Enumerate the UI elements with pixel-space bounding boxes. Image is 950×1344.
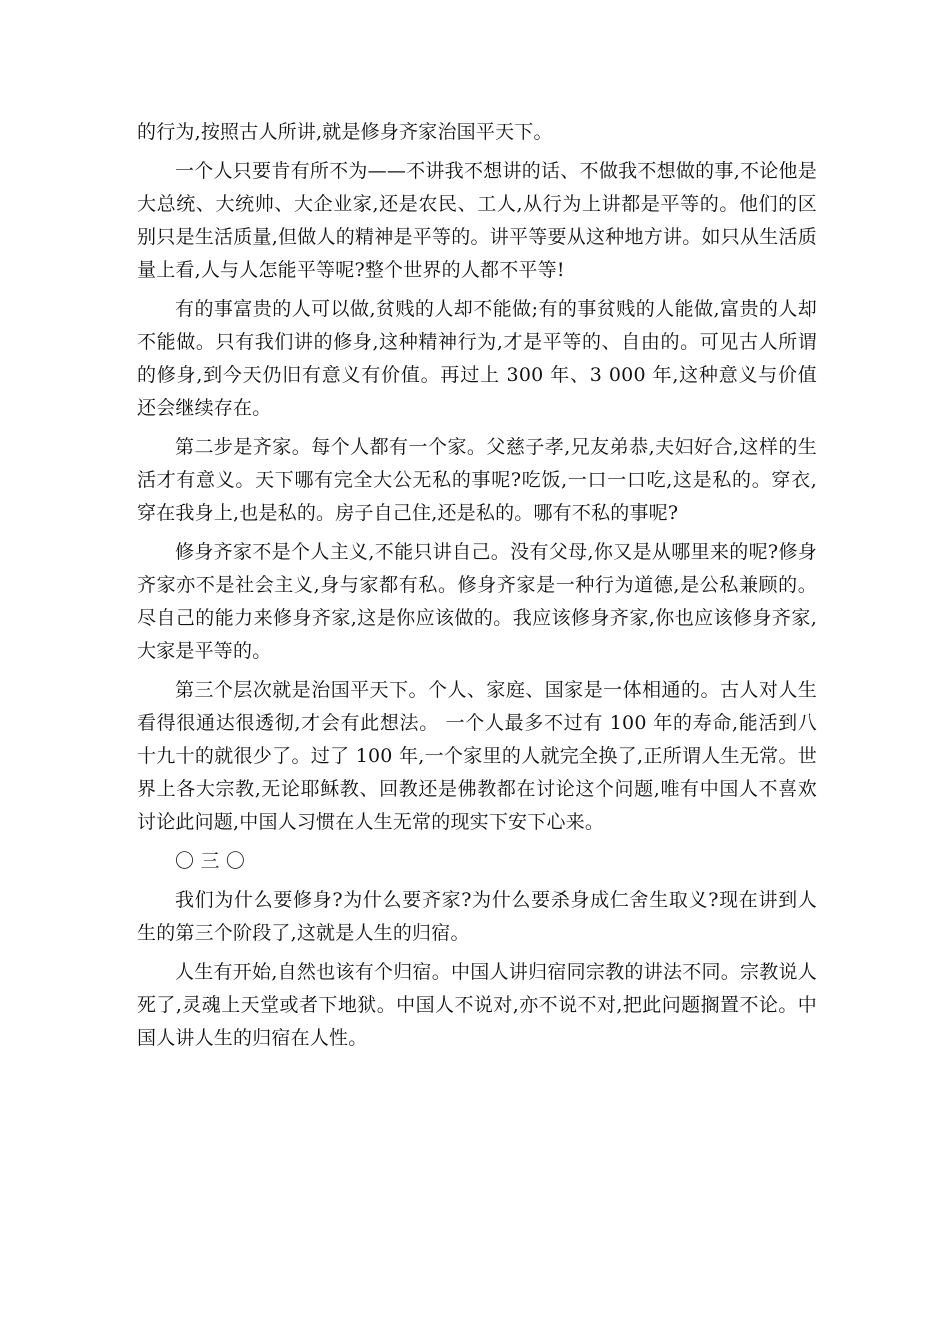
paragraph-4: 第二步是齐家。每个人都有一个家。父慈子孝,兄友弟恭,夫妇好合,这样的生活才有意义。天下哪有完全大公无私的事呢?吃饭,一口一口吃,这是私的。穿衣,穿在我身上,也是私的。房子自己住,还是私的。哪有不私的事呢? bbox=[137, 436, 817, 524]
section-marker: 〇 三 〇 bbox=[175, 850, 246, 872]
paragraph-3: 有的事富贵的人可以做,贫贱的人却不能做;有的事贫贱的人能做,富贵的人却不能做。只有我们讲的修身,这种精神行为,才是平等的、自由的。可见古人所谓的修身,到今天仍旧有意义有价值。再过上 300 年、3 000 年,这种意义与价值还会继续存在。 bbox=[137, 298, 817, 419]
paragraph-6: 第三个层次就是治国平天下。个人、家庭、国家是一体相通的。古人对人生看得很通达很透彻,才会有此想法。 一个人最多不过有 100 年的寿命,能活到八十九十的就很少了。过了 100 年,一个家里的人就完全换了,正所谓人生无常。世界上各大宗教,无论耶稣教、回教还是佛教都在讨论这个问题,唯有中国人不喜欢讨论此问题,中国人习惯在人生无常的现实下安下心来。 bbox=[137, 679, 817, 833]
paragraph-2: 一个人只要肯有所不为——不讲我不想讲的话、不做我不想做的事,不论他是大总统、大统帅、大企业家,还是农民、工人,从行为上讲都是平等的。他们的区别只是生活质量,但做人的精神是平等的。讲平等要从这种地方讲。如只从生活质量上看,人与人怎能平等呢?整个世界的人都不平等! bbox=[137, 160, 817, 281]
paragraph-8: 人生有开始,自然也该有个归宿。中国人讲归宿同宗教的讲法不同。宗教说人死了,灵魂上天堂或者下地狱。中国人不说对,亦不说不对,把此问题搁置不论。中国人讲人生的归宿在人性。 bbox=[137, 961, 817, 1049]
paragraph-5: 修身齐家不是个人主义,不能只讲自己。没有父母,你又是从哪里来的呢?修身齐家亦不是社会主义,身与家都有私。修身齐家是一种行为道德,是公私兼顾的。尽自己的能力来修身齐家,这是你应该做的。我应该修身齐家,你也应该修身齐家,大家是平等的。 bbox=[137, 541, 817, 662]
paragraph-7: 我们为什么要修身?为什么要齐家?为什么要杀身成仁舍生取义?现在讲到人生的第三个阶段了,这就是人生的归宿。 bbox=[137, 889, 817, 944]
paragraph-1: 的行为,按照古人所讲,就是修身齐家治国平天下。 bbox=[137, 121, 553, 143]
document-page bbox=[137, 116, 817, 1061]
